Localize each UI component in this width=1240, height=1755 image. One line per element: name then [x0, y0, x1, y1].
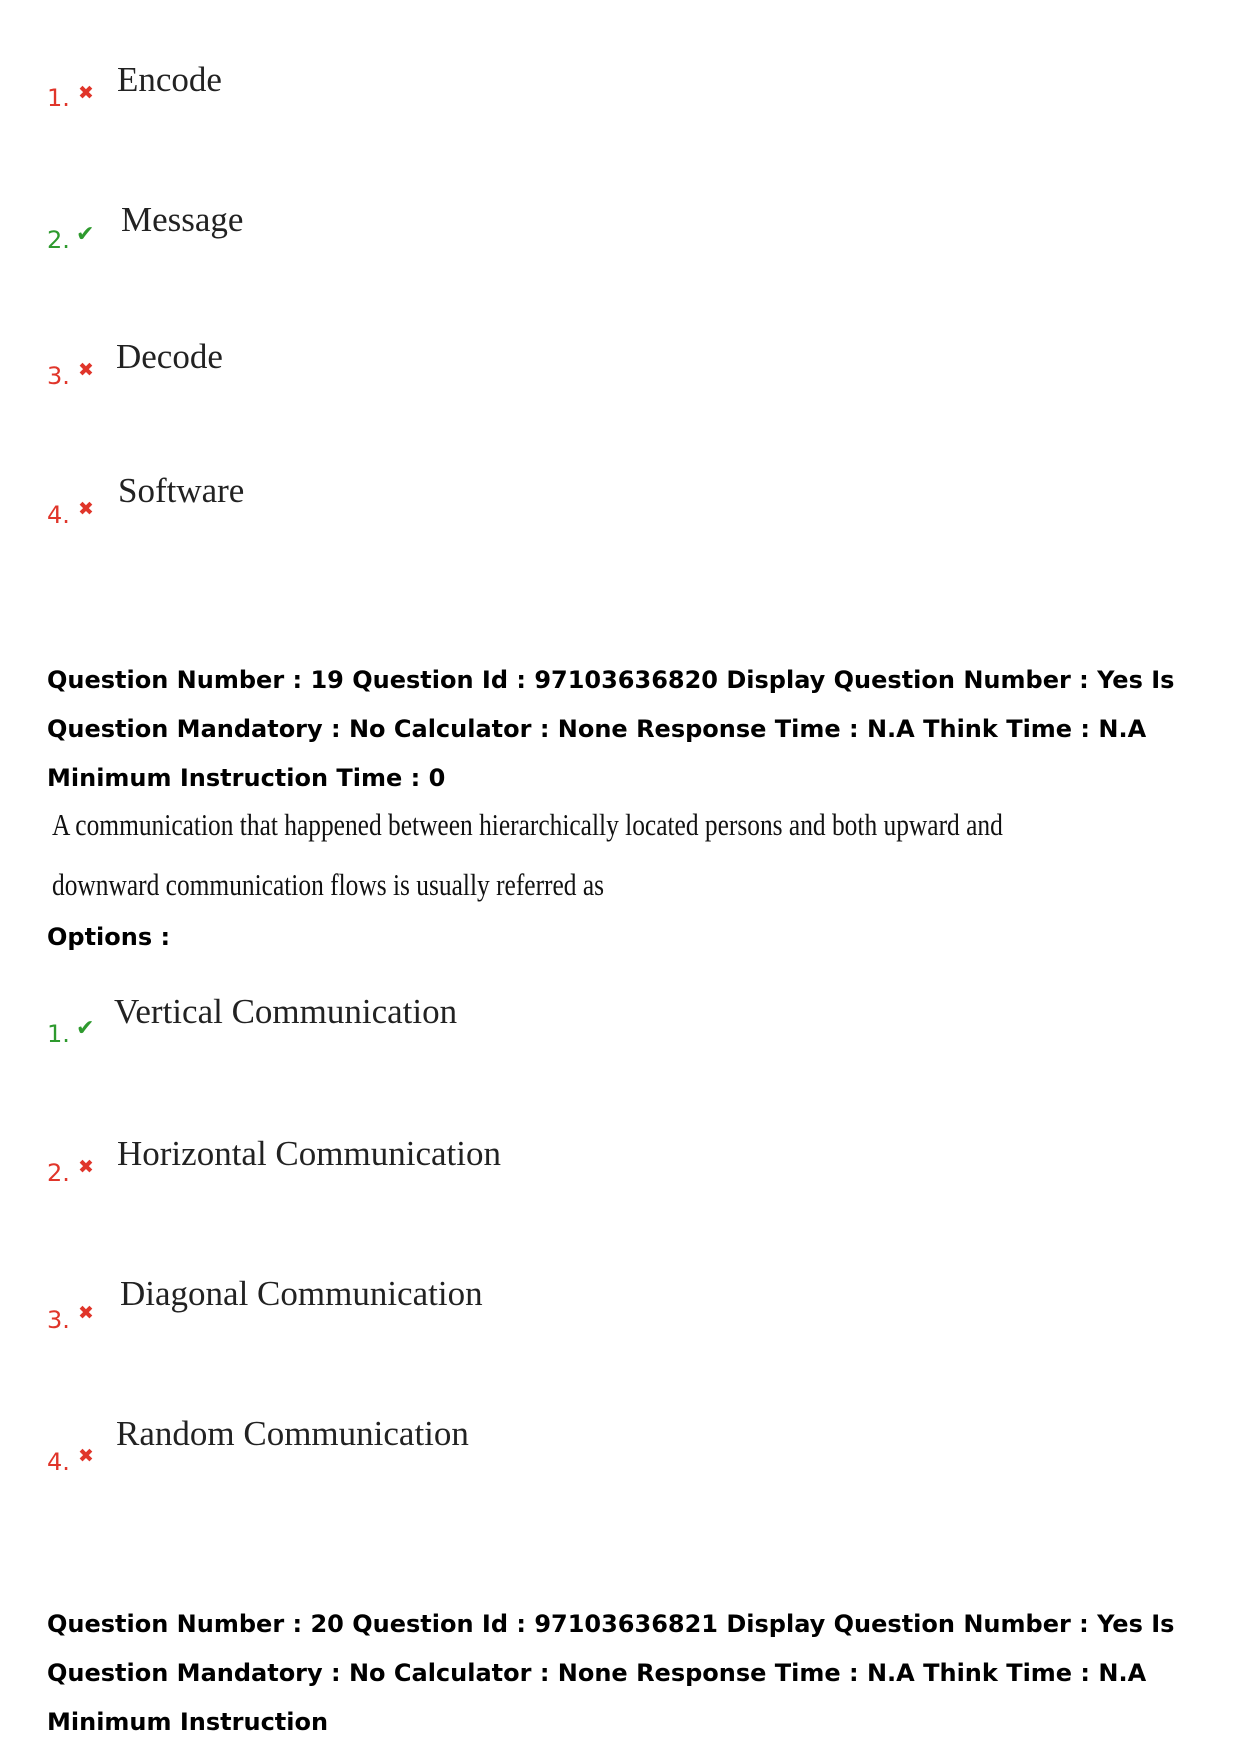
prev-option-4: [0, 471, 1240, 541]
option-text: Encode: [117, 60, 222, 99]
q19-option-4: [0, 1414, 1240, 1484]
option-number: 1.: [47, 84, 70, 112]
cross-icon: ✖: [78, 1302, 94, 1324]
option-text: Random Communication: [116, 1414, 469, 1453]
check-icon: ✔: [76, 222, 95, 247]
question-20-meta: Question Number : 20 Question Id : 97103636821 Display Question Number : Yes Is Question Mandatory : No Calculator : None Response Time : N.A Think Time : N.A Minimum Instruction: [47, 1610, 1175, 1736]
prev-option-3: [0, 337, 1240, 407]
option-text: Decode: [116, 337, 223, 376]
option-number: 3.: [47, 362, 70, 390]
check-icon: ✔: [76, 1016, 95, 1041]
option-text: Message: [121, 200, 244, 239]
q19-option-2: [0, 1134, 1240, 1204]
option-number: 4.: [47, 501, 70, 529]
cross-icon: ✖: [78, 1156, 94, 1178]
option-number: 3.: [47, 1306, 70, 1334]
prev-option-2: [0, 200, 1240, 270]
option-text: Vertical Communication: [114, 992, 458, 1031]
cross-icon: ✖: [78, 498, 94, 520]
question-19-text-line-2: downward communication flows is usually referred as: [52, 867, 605, 902]
option-number: 1.: [47, 1020, 70, 1048]
option-number: 4.: [47, 1448, 70, 1476]
question-19-meta: Question Number : 19 Question Id : 97103636820 Display Question Number : Yes Is Question Mandatory : No Calculator : None Response Time : N.A Think Time : N.A Minimum Instruction Time : 0: [47, 666, 1175, 792]
options-label: Options :: [47, 923, 171, 951]
cross-icon: ✖: [78, 82, 94, 104]
prev-option-1: [0, 60, 1240, 130]
option-text: Diagonal Communication: [120, 1274, 483, 1313]
option-number: 2.: [47, 1159, 70, 1187]
option-number: 2.: [47, 226, 70, 254]
cross-icon: ✖: [78, 359, 94, 381]
question-19-text-line-1: A communication that happened between hierarchically located persons and both upward and: [52, 807, 1003, 842]
q19-option-3: [0, 1274, 1240, 1344]
option-text: Software: [118, 471, 245, 510]
q19-option-1: [0, 992, 1240, 1062]
option-text: Horizontal Communication: [117, 1134, 501, 1173]
cross-icon: ✖: [78, 1445, 94, 1467]
